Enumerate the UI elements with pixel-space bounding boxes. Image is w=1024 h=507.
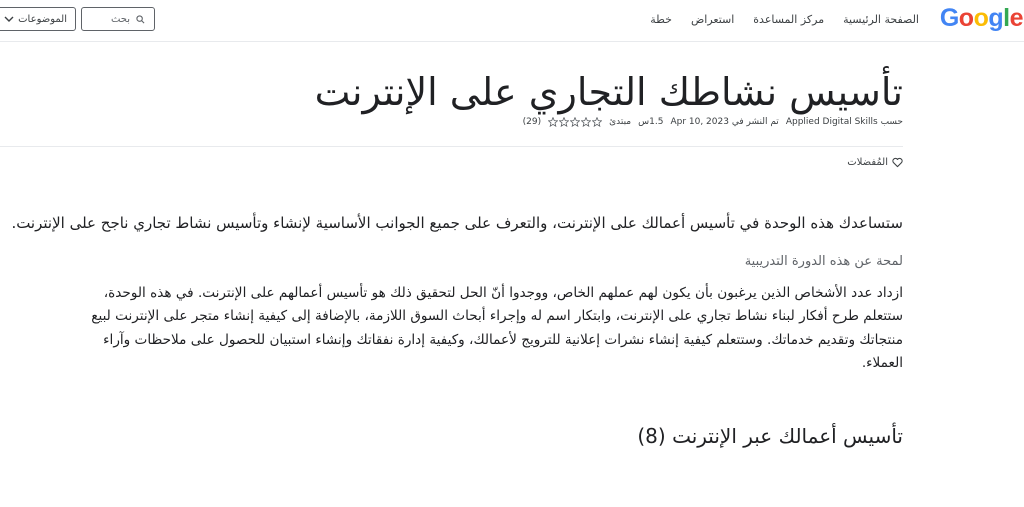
meta-duration: 1.5س [638,117,664,127]
rating-stars [548,117,602,127]
search-placeholder: بحث [110,13,130,25]
overview-heading: لمحة عن هذه الدورة التدريبية [744,254,903,269]
nav-home[interactable]: الصفحة الرئيسية [843,13,919,26]
search-icon [136,15,145,24]
meta-by-label: حسب [880,117,903,127]
topics-dropdown[interactable] [0,7,76,31]
favorites-label: المُفضلات [847,157,888,168]
overview-text [0,282,903,376]
overview-line: ازداد عدد الأشخاص الذين يرغبون بأن يكون لهم عملهم الخاص، ووجدوا أنّ الحل لتحقيق ذلك هو تأسيس أعمالهم على الإنترنت. في هذه الوحدة، [103,285,903,301]
google-logo[interactable]: Google [939,4,1023,32]
topics-dropdown-value: الموضوعات [18,13,67,25]
course-intro: ستساعدك هذه الوحدة في تأسيس أعمالك على الإنترنت، والتعرف على جميع الجوانب الأساسية لإنشاء وتأسيس نشاط تجاري ناجح على الإنترنت. [11,214,903,232]
divider [0,146,903,147]
star-icon [548,117,558,127]
meta-level: مبتدئ [609,117,632,127]
main-nav [650,13,919,26]
page-title: تأسيس نشاطك التجاري على الإنترنت [314,70,903,114]
star-icon [570,117,580,127]
meta-by [786,117,903,127]
nav-browse[interactable]: استعراض [690,13,735,26]
star-icon [581,117,591,127]
nav-help-center[interactable]: مركز المساعدة [753,13,825,26]
meta-published [670,117,778,127]
heart-icon [892,157,903,168]
star-icon [559,117,569,127]
overview-line: العملاء. [861,355,903,372]
search-input[interactable] [81,7,155,31]
chevron-down-icon [3,13,15,25]
meta-author[interactable]: Applied Digital Skills [785,117,878,127]
lessons-heading: تأسيس أعمالك عبر الإنترنت (8) [637,424,903,448]
course-meta [523,117,903,127]
meta-date: Apr 10, 2023 [670,117,729,127]
rating-count: (29) [522,117,542,127]
overview-line: ستتعلم طرح أفكار لبناء نشاط تجاري على الإنترنت، وابتكار اسم له وإجراء أبحاث السوق اللازمة، بالإضافة إلى كيفية إنشاء متجر على الإنترنت لبيع [91,308,903,325]
meta-published-label: تم النشر في [731,117,779,127]
favorites-button[interactable] [847,157,903,168]
top-bar [0,0,1024,42]
overview-line: منتجاتك وتقديم خدماتك. وستتعلم كيفية إنشاء نشرات إعلانية للترويج لأعمالك، وكيفية إدارة نفقاتك وإنشاء استبيان للحصول على ملاحظات وآراء [103,331,903,348]
star-icon [592,117,602,127]
nav-plan[interactable]: خطة [650,13,672,26]
